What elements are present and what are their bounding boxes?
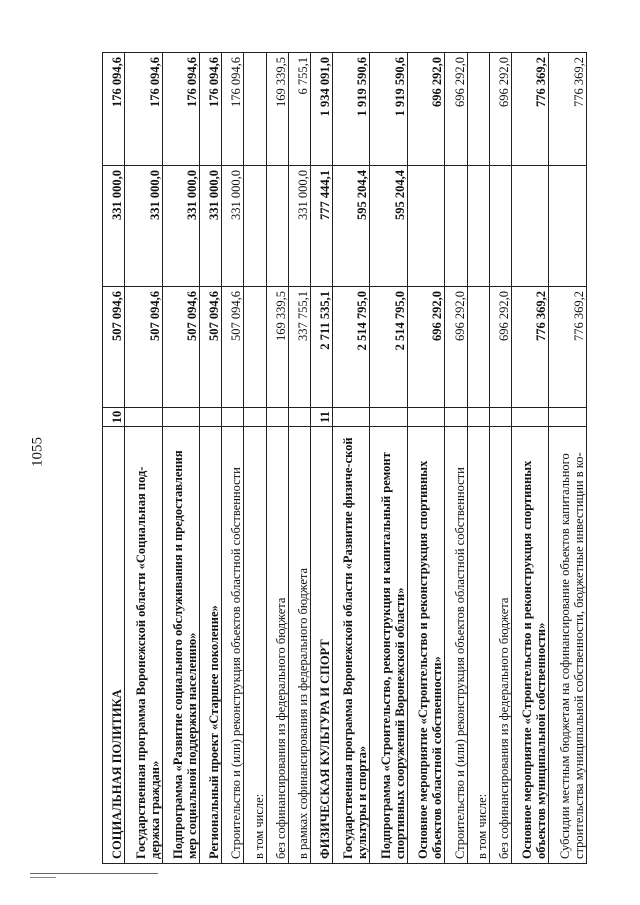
row-code bbox=[162, 408, 200, 427]
table-row bbox=[125, 53, 163, 864]
row-regional: 696 292,0 bbox=[407, 53, 445, 166]
row-name: Строительство и (или) реконструкция объектов областной собственности bbox=[445, 427, 467, 864]
row-total: 2 514 795,0 bbox=[370, 287, 408, 408]
table-row bbox=[200, 53, 222, 864]
row-regional: 176 094,6 bbox=[222, 53, 244, 166]
row-federal: 595 204,4 bbox=[332, 166, 370, 287]
row-federal: 331 000,0 bbox=[103, 166, 125, 287]
row-code bbox=[200, 408, 222, 427]
row-name: Основное мероприятие «Строительство и реконструкция спортивных объектов муниципальной собственности» bbox=[511, 427, 549, 864]
row-federal bbox=[511, 166, 549, 287]
footer-rule bbox=[30, 873, 158, 874]
table-row bbox=[445, 53, 467, 864]
row-federal: 331 000,0 bbox=[288, 166, 310, 287]
table-row bbox=[266, 53, 288, 864]
row-total: 776 369,2 bbox=[549, 287, 587, 408]
row-regional: 1 919 590,6 bbox=[332, 53, 370, 166]
row-code: 10 bbox=[103, 408, 125, 427]
page-number: 1055 bbox=[29, 437, 46, 467]
row-regional: 696 292,0 bbox=[489, 53, 511, 166]
row-code bbox=[222, 408, 244, 427]
row-regional: 176 094,6 bbox=[200, 53, 222, 166]
row-name: СОЦИАЛЬНАЯ ПОЛИТИКА bbox=[103, 427, 125, 864]
row-total: 507 094,6 bbox=[103, 287, 125, 408]
row-federal: 331 000,0 bbox=[125, 166, 163, 287]
table-row bbox=[370, 53, 408, 864]
row-total: 696 292,0 bbox=[489, 287, 511, 408]
row-code bbox=[266, 408, 288, 427]
row-name: без софинансирования из федерального бюджета bbox=[489, 427, 511, 864]
row-name: в рамках софинансирования из федерального бюджета bbox=[288, 427, 310, 864]
row-name: Строительство и (или) реконструкция объектов областной собственности bbox=[222, 427, 244, 864]
row-total: 696 292,0 bbox=[407, 287, 445, 408]
row-federal bbox=[549, 166, 587, 287]
row-code bbox=[407, 408, 445, 427]
table-row bbox=[288, 53, 310, 864]
table-row bbox=[244, 53, 266, 864]
row-regional: 1 934 091,0 bbox=[310, 53, 332, 166]
row-code bbox=[511, 408, 549, 427]
row-code bbox=[244, 408, 266, 427]
row-total: 2 711 535,1 bbox=[310, 287, 332, 408]
row-regional: 776 369,2 bbox=[511, 53, 549, 166]
row-federal bbox=[266, 166, 288, 287]
row-code bbox=[370, 408, 408, 427]
row-total bbox=[467, 287, 489, 408]
row-name: Субсидии местным бюджетам на софинансирование объектов капитального строительства муниципальной собственности, бюджетные инвестиции в ко- bbox=[549, 427, 587, 864]
row-total bbox=[244, 287, 266, 408]
row-federal bbox=[467, 166, 489, 287]
row-name: Государственная программа Воронежской области «Развитие физиче-ской культуры и спорта» bbox=[332, 427, 370, 864]
table-row bbox=[489, 53, 511, 864]
row-regional: 696 292,0 bbox=[445, 53, 467, 166]
row-name: Подпрограмма «Развитие социального обслуживания и предоставления мер социальной поддержки населению» bbox=[162, 427, 200, 864]
row-total: 507 094,6 bbox=[200, 287, 222, 408]
row-federal: 777 444,1 bbox=[310, 166, 332, 287]
row-regional: 176 094,6 bbox=[125, 53, 163, 166]
row-name: Государственная программа Воронежской области «Социальная под-держка граждан» bbox=[125, 427, 163, 864]
row-total: 776 369,2 bbox=[511, 287, 549, 408]
row-regional: 1 919 590,6 bbox=[370, 53, 408, 166]
budget-table bbox=[102, 52, 587, 864]
table-row bbox=[549, 53, 587, 864]
row-regional bbox=[244, 53, 266, 166]
row-name: в том числе: bbox=[467, 427, 489, 864]
row-total: 696 292,0 bbox=[445, 287, 467, 408]
row-regional: 176 094,6 bbox=[103, 53, 125, 166]
row-name: в том числе: bbox=[244, 427, 266, 864]
row-federal: 331 000,0 bbox=[222, 166, 244, 287]
row-code bbox=[125, 408, 163, 427]
table-row bbox=[103, 53, 125, 864]
table-row bbox=[310, 53, 332, 864]
row-regional: 169 339,5 bbox=[266, 53, 288, 166]
row-federal: 595 204,4 bbox=[370, 166, 408, 287]
row-code bbox=[332, 408, 370, 427]
row-name: Региональный проект «Старшее поколение» bbox=[200, 427, 222, 864]
row-total: 507 094,6 bbox=[222, 287, 244, 408]
row-federal: 331 000,0 bbox=[200, 166, 222, 287]
row-total: 507 094,6 bbox=[162, 287, 200, 408]
row-regional bbox=[467, 53, 489, 166]
row-code bbox=[549, 408, 587, 427]
row-name: ФИЗИЧЕСКАЯ КУЛЬТУРА И СПОРТ bbox=[310, 427, 332, 864]
row-code bbox=[489, 408, 511, 427]
table-row bbox=[407, 53, 445, 864]
row-name: Подпрограмма «Строительство, реконструкция и капитальный ремонт спортивных сооружений Воронежской области» bbox=[370, 427, 408, 864]
budget-table-body bbox=[103, 53, 587, 864]
row-total: 169 339,5 bbox=[266, 287, 288, 408]
row-code bbox=[467, 408, 489, 427]
table-row bbox=[332, 53, 370, 864]
row-federal: 331 000,0 bbox=[162, 166, 200, 287]
table-row bbox=[467, 53, 489, 864]
row-federal bbox=[244, 166, 266, 287]
row-regional: 6 755,1 bbox=[288, 53, 310, 166]
row-regional: 176 094,6 bbox=[162, 53, 200, 166]
row-code: 11 bbox=[310, 408, 332, 427]
row-name: без софинансирования из федерального бюджета bbox=[266, 427, 288, 864]
table-row bbox=[162, 53, 200, 864]
table-row bbox=[222, 53, 244, 864]
row-code bbox=[445, 408, 467, 427]
row-federal bbox=[445, 166, 467, 287]
table-row bbox=[511, 53, 549, 864]
row-federal bbox=[489, 166, 511, 287]
budget-table-container bbox=[102, 57, 587, 864]
row-regional: 776 369,2 bbox=[549, 53, 587, 166]
row-total: 2 514 795,0 bbox=[332, 287, 370, 408]
row-code bbox=[288, 408, 310, 427]
row-total: 337 755,1 bbox=[288, 287, 310, 408]
row-name: Основное мероприятие «Строительство и реконструкция спортивных объектов областной собственности» bbox=[407, 427, 445, 864]
row-total: 507 094,6 bbox=[125, 287, 163, 408]
row-federal bbox=[407, 166, 445, 287]
footer-rule-short bbox=[30, 877, 56, 878]
